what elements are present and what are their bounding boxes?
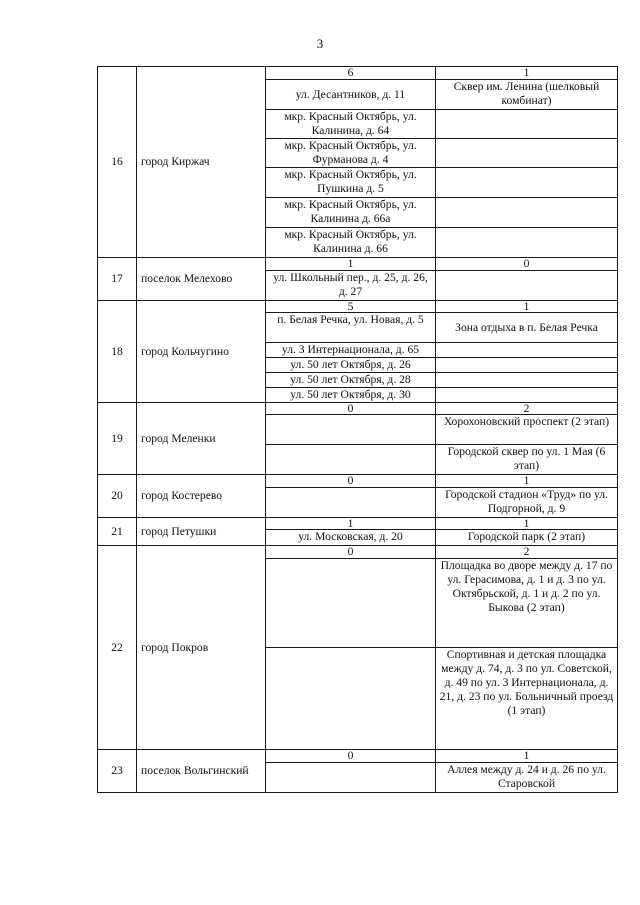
public-space-count: 1 xyxy=(436,301,618,313)
yard-address: ул. 50 лет Октября, д. 30 xyxy=(266,388,436,403)
public-space-name: Сквер им. Ленина (шелковый комбинат) xyxy=(436,80,618,110)
row-number: 23 xyxy=(98,750,137,793)
public-space-name: Площадка во дворе между д. 17 по ул. Герасимова, д. 1 и д. 3 по ул. Октябрьской, д. 1 и д. 2 по ул. Быкова (2 этап) xyxy=(436,559,618,648)
empty-cell xyxy=(436,228,618,258)
row-number: 17 xyxy=(98,258,137,301)
empty-cell xyxy=(436,373,618,388)
yard-count: 0 xyxy=(266,750,436,763)
row-number: 20 xyxy=(98,475,137,518)
empty-cell xyxy=(266,445,436,475)
public-space-name: Городской сквер по ул. 1 Мая (6 этап) xyxy=(436,445,618,475)
empty-cell xyxy=(436,110,618,139)
public-space-count: 0 xyxy=(436,258,618,271)
yard-count: 1 xyxy=(266,518,436,530)
row-number: 18 xyxy=(98,301,137,403)
empty-cell xyxy=(266,763,436,793)
municipality-name: поселок Вольгинский xyxy=(137,750,266,793)
municipality-name: город Костерево xyxy=(137,475,266,518)
public-space-count: 1 xyxy=(436,67,618,80)
empty-cell xyxy=(266,559,436,648)
yard-count: 0 xyxy=(266,546,436,559)
yard-address: ул. Десантников, д. 11 xyxy=(266,80,436,110)
public-space-name: Городской парк (2 этап) xyxy=(436,530,618,546)
row-number: 16 xyxy=(98,67,137,258)
public-space-count: 1 xyxy=(436,475,618,488)
yard-address: ул. 3 Интернационала, д. 65 xyxy=(266,343,436,358)
yard-address: п. Белая Речка, ул. Новая, д. 5 xyxy=(266,313,436,343)
address-program-table xyxy=(97,66,618,793)
empty-cell xyxy=(266,648,436,750)
empty-cell xyxy=(266,488,436,518)
yard-count: 6 xyxy=(266,67,436,80)
yard-address: мкр. Красный Октябрь, ул. Калинина, д. 64 xyxy=(266,110,436,139)
public-space-name: Хорохоновский проспект (2 этап) xyxy=(436,415,618,445)
row-number: 22 xyxy=(98,546,137,750)
yard-address: мкр. Красный Октябрь, ул. Фурманова д. 4 xyxy=(266,139,436,168)
municipality-name: город Покров xyxy=(137,546,266,750)
municipality-name: город Петушки xyxy=(137,518,266,546)
yard-address: мкр. Красный Октябрь, ул. Пушкина д. 5 xyxy=(266,168,436,198)
empty-cell xyxy=(436,358,618,373)
page-number: 3 xyxy=(316,36,324,51)
municipality-name: город Киржач xyxy=(137,67,266,258)
row-number: 21 xyxy=(98,518,137,546)
empty-cell xyxy=(436,343,618,358)
yard-count: 5 xyxy=(266,301,436,313)
yard-address: ул. 50 лет Октября, д. 26 xyxy=(266,358,436,373)
yard-address: ул. Школьный пер., д. 25, д. 26, д. 27 xyxy=(266,271,436,301)
public-space-name: Городской стадион «Труд» по ул. Подгорной, д. 9 xyxy=(436,488,618,518)
empty-cell xyxy=(436,271,618,301)
yard-count: 0 xyxy=(266,403,436,415)
public-space-name: Аллея между д. 24 и д. 26 по ул. Старовской xyxy=(436,763,618,793)
public-space-count: 1 xyxy=(436,518,618,530)
yard-count: 1 xyxy=(266,258,436,271)
empty-cell xyxy=(436,388,618,403)
public-space-count: 1 xyxy=(436,750,618,763)
municipality-name: поселок Мелехово xyxy=(137,258,266,301)
yard-address: мкр. Красный Октябрь, ул. Калинина д. 66а xyxy=(266,198,436,228)
yard-address: ул. Московская, д. 20 xyxy=(266,530,436,546)
empty-cell xyxy=(266,415,436,445)
empty-cell xyxy=(436,139,618,168)
public-space-count: 2 xyxy=(436,403,618,415)
municipality-name: город Кольчугино xyxy=(137,301,266,403)
empty-cell xyxy=(436,168,618,198)
yard-address: ул. 50 лет Октября, д. 28 xyxy=(266,373,436,388)
yard-address: мкр. Красный Октябрь, ул. Калинина д. 66 xyxy=(266,228,436,258)
yard-count: 0 xyxy=(266,475,436,488)
municipality-name: город Меленки xyxy=(137,403,266,475)
row-number: 19 xyxy=(98,403,137,475)
empty-cell xyxy=(436,198,618,228)
public-space-count: 2 xyxy=(436,546,618,559)
public-space-name: Спортивная и детская площадка между д. 74, д. 3 по ул. Советской, д. 49 по ул. 3 Интернационала, д. 21, д. 23 по ул. Больничный проезд (1 этап) xyxy=(436,648,618,750)
public-space-name: Зона отдыха в п. Белая Речка xyxy=(436,313,618,343)
